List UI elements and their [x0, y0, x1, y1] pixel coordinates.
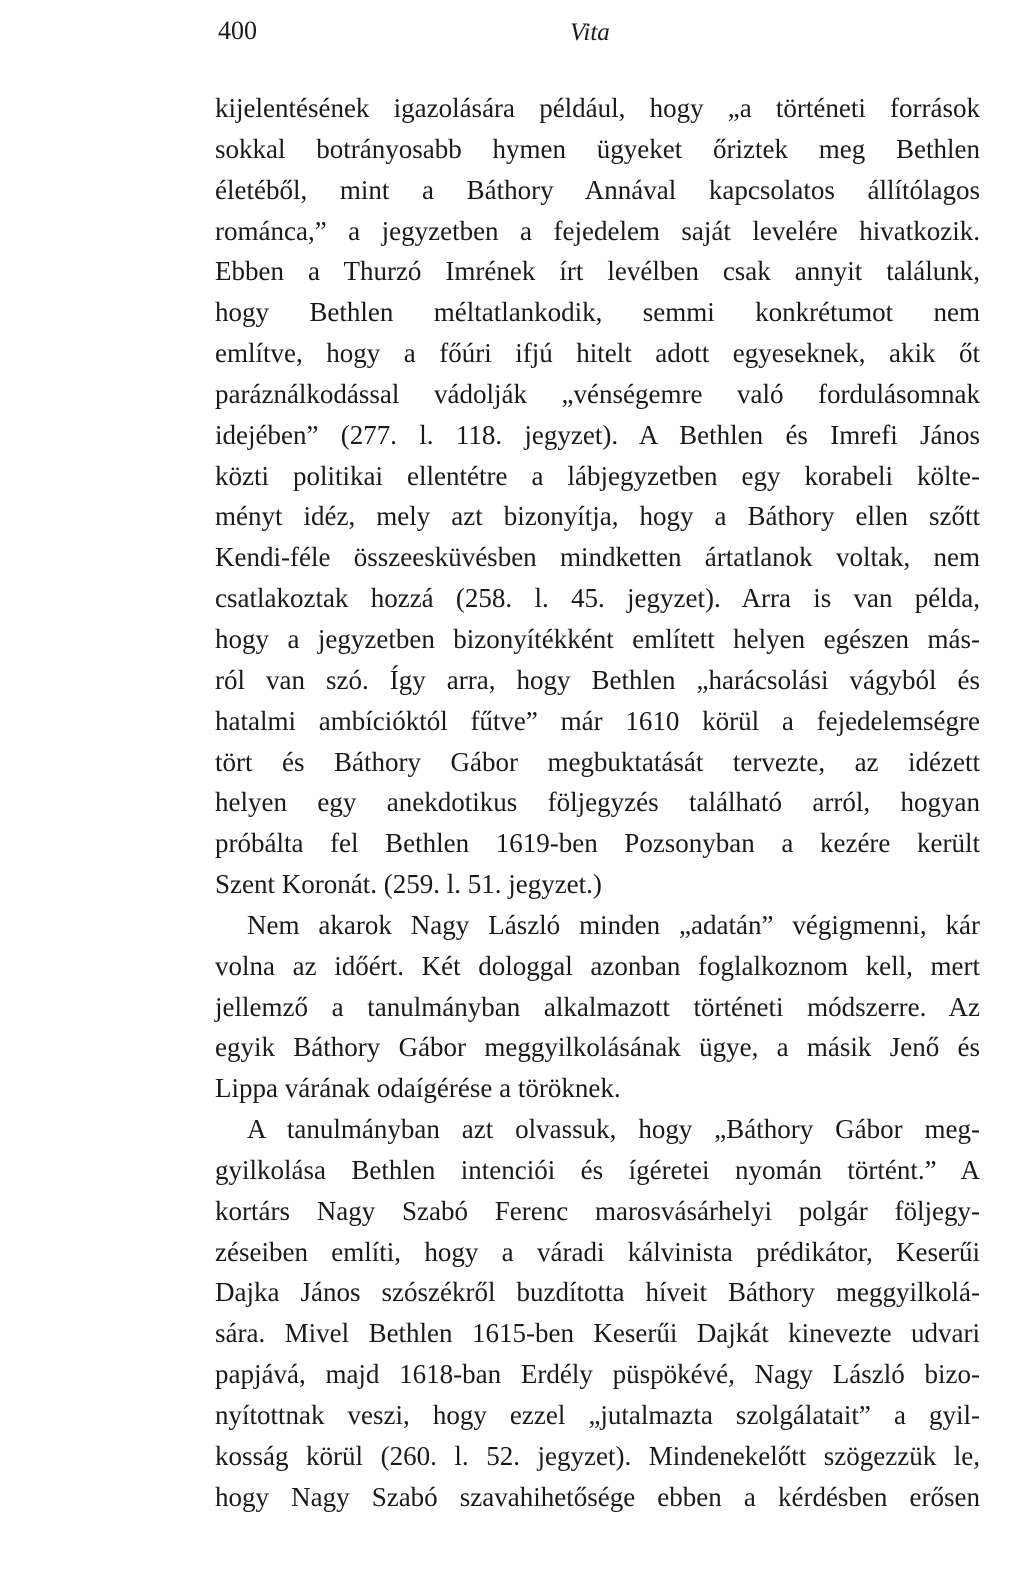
text-line: hogy Bethlen méltatlankodik, semmi konkrétumot nem [215, 297, 980, 328]
text-line: Ebben a Thurzó Imrének írt levélben csak annyit találunk, [215, 256, 980, 287]
text-line: hatalmi ambícióktól fűtve” már 1610 körül a fejedelemségre [215, 705, 980, 736]
text-line: gyilkolása Bethlen intenciói és ígéretei nyomán történt.” A [215, 1154, 980, 1185]
paragraph-start-line: Nem akarok Nagy László minden „adatán” végigmenni, kár [247, 909, 980, 940]
paragraph-end-line: Szent Koronát. (259. l. 51. jegyzet.) [215, 869, 602, 900]
page-number: 400 [218, 16, 257, 45]
text-line: jellemző a tanulmányban alkalmazott történeti módszerre. Az [215, 991, 980, 1022]
text-line: Kendi-féle összeesküvésben mindketten ártatlanok voltak, nem [215, 542, 980, 573]
text-line: csatlakoztak hozzá (258. l. 45. jegyzet). Arra is van példa, [215, 583, 980, 614]
text-line: ményt idéz, mely azt bizonyítja, hogy a Báthory ellen szőtt [215, 501, 980, 532]
text-line: egyik Báthory Gábor meggyilkolásának ügye, a másik Jenő és [215, 1032, 980, 1063]
text-line: Dajka János szószékről buzdította híveit Báthory meggyilkolá- [215, 1277, 980, 1308]
text-line: próbálta fel Bethlen 1619-ben Pozsonyban a kezére került [215, 828, 980, 859]
text-line: románca,” a jegyzetben a fejedelem saját levelére hivatkozik. [215, 215, 980, 246]
text-line: említve, hogy a főúri ifjú hitelt adott egyeseknek, akik őt [215, 338, 980, 369]
text-line: ról van szó. Így arra, hogy Bethlen „harácsolási vágyból és [215, 664, 980, 695]
text-line: közti politikai ellentétre a lábjegyzetben egy korabeli költe- [215, 460, 980, 491]
body-text [215, 88, 980, 1518]
text-line: idejében” (277. l. 118. jegyzet). A Bethlen és Imrefi János [215, 419, 980, 450]
text-line: hogy Nagy Szabó szavahihetősége ebben a kérdésben erősen [215, 1481, 980, 1512]
text-line: kortárs Nagy Szabó Ferenc marosvásárhelyi polgár följegy- [215, 1195, 980, 1226]
text-line: kijelentésének igazolására például, hogy „a történeti források [215, 93, 980, 123]
paragraph-start-line: A tanulmányban azt olvassuk, hogy „Báthory Gábor meg- [247, 1114, 980, 1145]
text-line: tört és Báthory Gábor megbuktatását tervezte, az idézett [215, 746, 980, 777]
text-line: sára. Mivel Bethlen 1615-ben Keserűi Dajkát kinevezte udvari [215, 1318, 980, 1349]
text-line: zéseiben említi, hogy a váradi kálvinista prédikátor, Keserűi [215, 1236, 980, 1267]
paragraph-end-line: Lippa várának odaígérése a töröknek. [215, 1073, 621, 1104]
text-line: életéből, mint a Báthory Annával kapcsolatos állítólagos [215, 174, 980, 205]
text-line: sokkal botrányosabb hymen ügyeket őriztek meg Bethlen [215, 133, 980, 164]
text-line: nyítottnak veszi, hogy ezzel „jutalmazta szolgálatait” a gyil- [215, 1400, 980, 1430]
text-line: hogy a jegyzetben bizonyítékként említett helyen egészen más- [215, 623, 980, 654]
text-line: paráználkodással vádolják „vénségemre való fordulásomnak [215, 378, 980, 409]
text-line: helyen egy anekdotikus följegyzés található arról, hogyan [215, 787, 980, 818]
running-title: Vita [570, 19, 610, 46]
text-line: kosság körül (260. l. 52. jegyzet). Mindenekelőtt szögezzük le, [215, 1440, 980, 1471]
text-line: papjává, majd 1618-ban Erdély püspökévé, Nagy László bizo- [215, 1359, 980, 1390]
text-line: volna az időért. Két dologgal azonban foglalkoznom kell, mert [215, 950, 980, 981]
